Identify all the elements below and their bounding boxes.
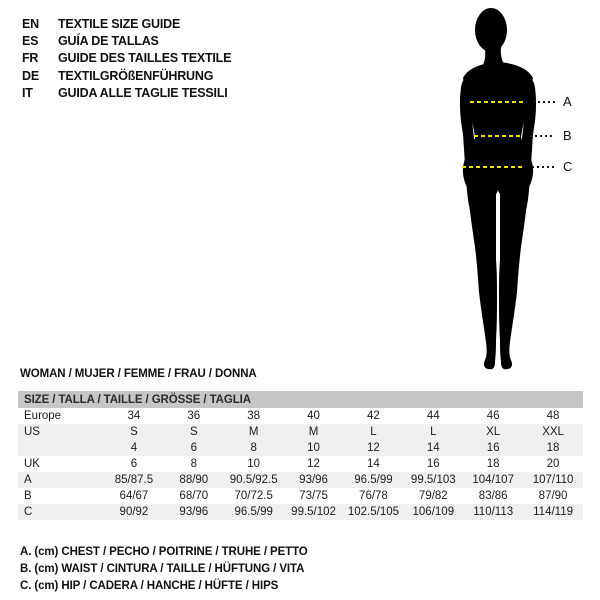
hip-dot-line	[532, 166, 556, 168]
table-cell: XL	[486, 426, 501, 438]
table-cell: 36	[187, 410, 201, 422]
table-cell: 104/107	[472, 474, 514, 486]
table-cell: 40	[307, 410, 320, 422]
table-cell: 99.5/102	[291, 506, 336, 518]
table-cell: S	[130, 426, 138, 438]
table-cell: 44	[426, 410, 440, 422]
table-cell: 68/70	[179, 490, 209, 502]
lang-code: FR	[22, 51, 39, 66]
measure-label-b: B	[563, 128, 572, 143]
measure-label-c: C	[563, 159, 573, 174]
table-cell: 79/82	[418, 490, 448, 502]
table-cell: 85/87.5	[114, 474, 154, 486]
table-cell: L	[370, 426, 377, 438]
legend-waist: B. (cm) WAIST / CINTURA / TAILLE / HÜFTUNG / VITA	[20, 562, 305, 575]
table-cell: S	[189, 426, 198, 438]
table-cell: 88/90	[179, 474, 209, 486]
table-cell: 20	[546, 458, 560, 470]
table-cell: 6	[130, 458, 138, 470]
lang-title: TEXTILE SIZE GUIDE	[58, 16, 181, 31]
lang-row-it	[22, 84, 231, 101]
table-cell: 14	[426, 442, 440, 454]
table-cell: 93/96	[179, 506, 209, 518]
table-cell: M	[248, 426, 259, 438]
table-cell: 18	[486, 458, 500, 470]
chest-dash-line	[470, 101, 524, 103]
table-header: SIZE / TALLA / TAILLE / GRÖSSE / TAGLIA	[18, 391, 583, 408]
lang-row-fr	[22, 50, 231, 67]
lang-row-en	[22, 15, 231, 32]
chest-dot-line	[533, 101, 558, 103]
waist-dot-line	[530, 135, 555, 137]
lang-title: GUÍA DE TALLAS	[58, 33, 159, 48]
table-cell: 10	[247, 458, 261, 470]
table-cell: 6	[190, 442, 198, 454]
woman-silhouette-icon	[430, 2, 600, 380]
table-cell: 90.5/92.5	[229, 474, 278, 486]
table-cell: 38	[247, 410, 261, 422]
lang-row-de	[22, 67, 231, 84]
table-row-waist	[18, 488, 583, 504]
table-cell: 87/90	[538, 490, 568, 502]
language-title-block	[22, 15, 231, 101]
waist-dash-line	[474, 135, 520, 137]
table-cell: 42	[367, 410, 380, 422]
row-label: A	[24, 474, 32, 486]
table-cell: 76/78	[359, 490, 388, 502]
table-cell: 64/67	[119, 490, 149, 502]
table-cell: L	[430, 426, 437, 438]
table-cell: 83/86	[478, 490, 508, 502]
lang-code: ES	[22, 33, 39, 48]
section-title-woman: WOMAN / MUJER / FEMME / FRAU / DONNA	[20, 368, 257, 380]
table-cell: 8	[250, 442, 257, 454]
table-cell: 90/92	[119, 506, 149, 518]
table-cell: 96.5/99	[234, 506, 273, 518]
legend-hip: C. (cm) HIP / CADERA / HANCHE / HÜFTE / HIPS	[20, 580, 279, 593]
table-row-hip	[18, 504, 583, 520]
table-cell: 16	[486, 442, 500, 454]
lang-title: GUIDE DES TAILLES TEXTILE	[58, 51, 232, 66]
measure-label-a: A	[563, 94, 572, 109]
table-cell: 48	[546, 410, 560, 422]
measurement-legend	[20, 543, 308, 595]
table-row-us-numbers	[18, 440, 583, 456]
table-cell: 16	[426, 458, 440, 470]
table-cell: 46	[486, 410, 500, 422]
table-cell: 93/96	[299, 474, 328, 486]
table-cell: 18	[546, 442, 560, 454]
table-cell: 10	[307, 442, 320, 454]
lang-row-es	[22, 32, 231, 49]
table-row-europe	[18, 408, 583, 424]
hip-dash-line	[462, 166, 524, 168]
lang-code: IT	[22, 85, 33, 100]
row-label: C	[24, 506, 33, 518]
table-cell: 4	[130, 442, 138, 454]
table-cell: 70/72.5	[234, 490, 273, 502]
table-cell: M	[308, 426, 319, 438]
table-cell: 14	[367, 458, 380, 470]
table-cell: 106/109	[412, 506, 455, 518]
table-cell: 12	[367, 442, 380, 454]
lang-code: EN	[22, 16, 39, 31]
lang-title: TEXTILGRÖßENFÜHRUNG	[58, 68, 214, 83]
table-row-chest	[18, 472, 583, 488]
legend-chest: A. (cm) CHEST / PECHO / POITRINE / TRUHE / PETTO	[20, 545, 308, 558]
table-cell: 73/75	[299, 490, 328, 502]
row-label: B	[24, 490, 32, 502]
table-cell: 12	[307, 458, 320, 470]
lang-code: DE	[22, 68, 39, 83]
table-cell: 34	[127, 410, 141, 422]
lang-title: GUIDA ALLE TAGLIE TESSILI	[58, 85, 228, 100]
table-cell: 99.5/103	[410, 474, 456, 486]
table-cell: XXL	[542, 426, 564, 438]
table-row-us-letters	[18, 424, 583, 440]
size-table	[18, 391, 583, 520]
table-cell: 102.5/105	[347, 506, 400, 518]
table-cell: 107/110	[532, 474, 574, 486]
table-row-uk	[18, 456, 583, 472]
table-cell: 110/113	[473, 506, 514, 518]
table-cell: 114/119	[533, 506, 573, 518]
row-label: UK	[24, 458, 40, 470]
table-cell: 8	[190, 458, 198, 470]
row-label: Europe	[24, 410, 62, 422]
table-cell: 96.5/99	[354, 474, 393, 486]
row-label: US	[24, 426, 40, 438]
